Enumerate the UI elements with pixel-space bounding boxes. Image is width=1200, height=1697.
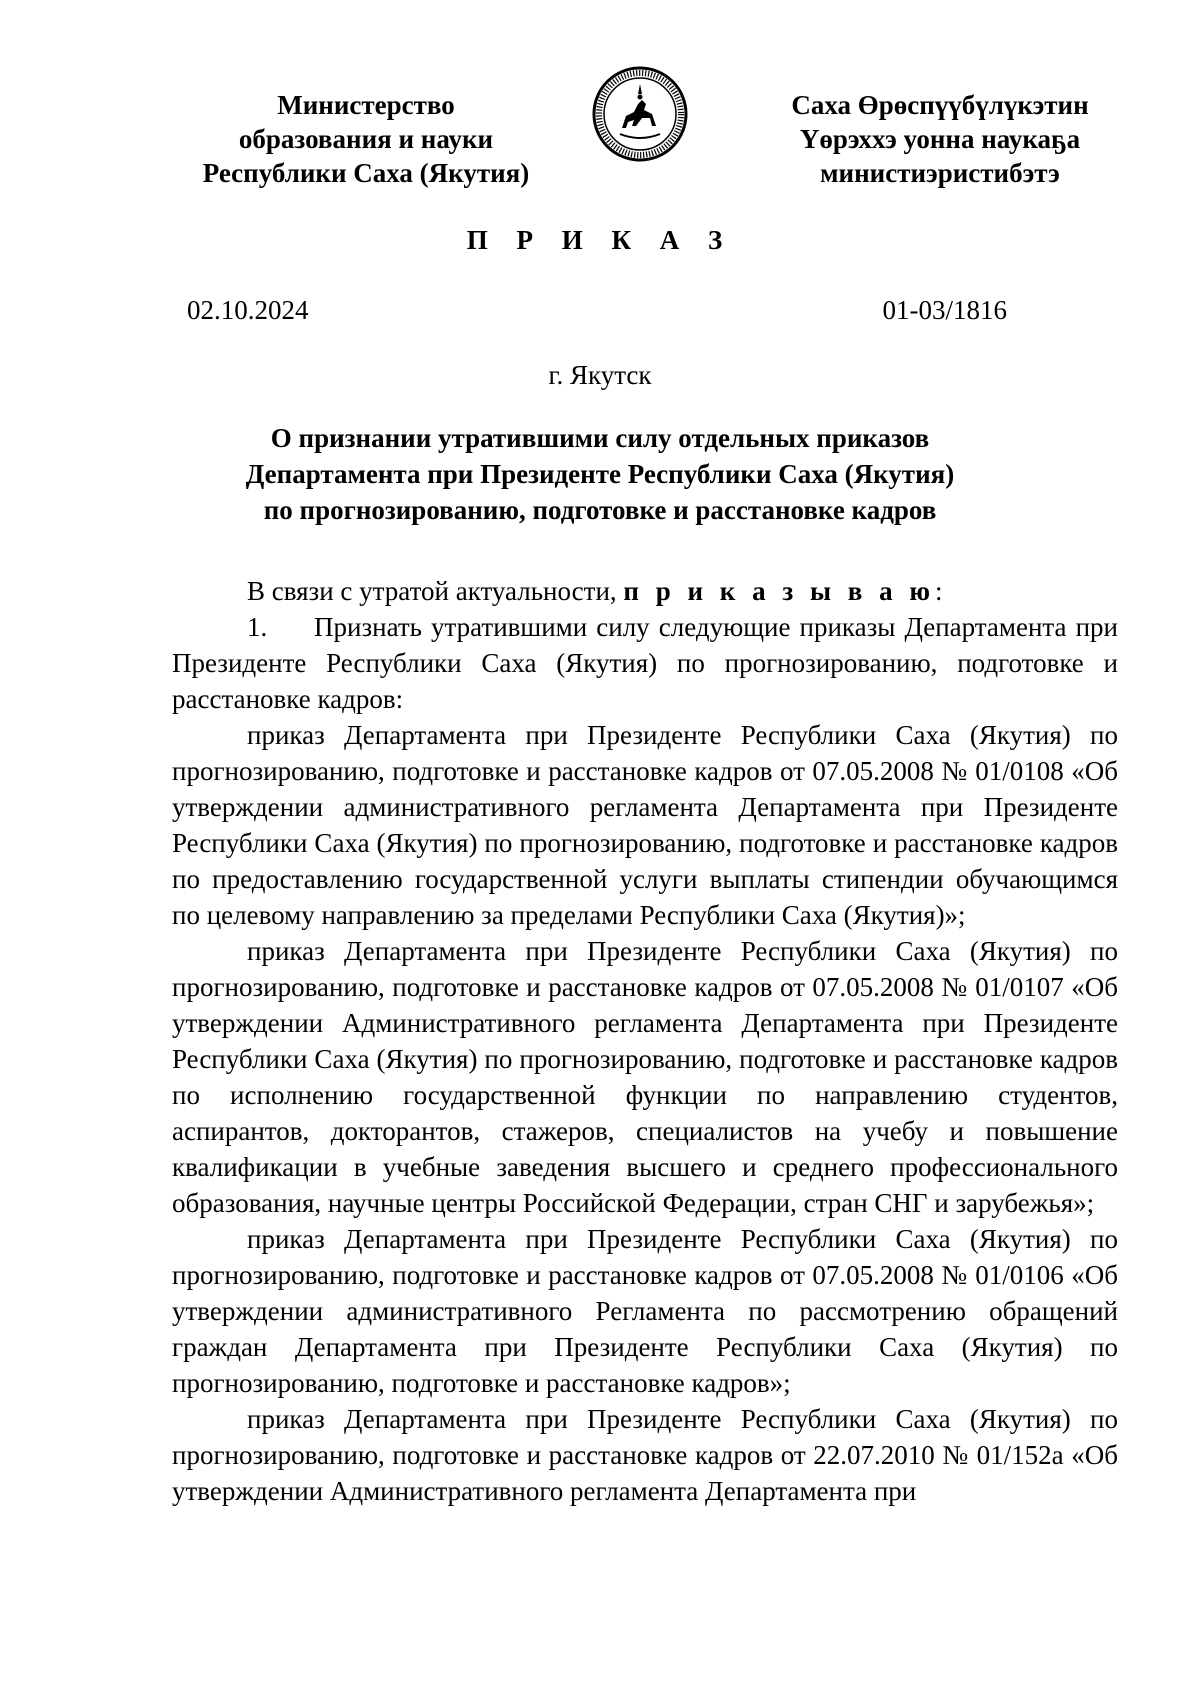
item-number: 1. [247,612,268,642]
ministry-name-line: Республики Саха (Якутия) [202,158,530,188]
intro-paragraph [172,573,1118,609]
order-paragraph: приказ Департамента при Президенте Республики Саха (Якутия) по прогнозированию, подготовке и расстановке кадров от 07.05.2008 № 01/0106 «Об утверждении административного Регламента по рассмотрению обращений граждан Департамента при Президенте Республики Саха (Якутия) по прогнозированию, подготовке и расстановке кадров»; [172,1224,1118,1398]
order-paragraph: приказ Департамента при Президенте Республики Саха (Якутия) по прогнозированию, подготовке и расстановке кадров от 07.05.2008 № 01/0108 «Об утверждении административного регламента Департамента при Президенте Республики Саха (Якутия) по прогнозированию, подготовке и расстановке кадров по предоставлению государственной услуги выплаты стипендии обучающимся по целевому направлению за пределами Республики Саха (Якутия)»; [172,720,1118,930]
sakha-republic-emblem-icon [590,64,690,164]
intro-colon: : [935,576,943,606]
ministry-name-line: министиэристибэтэ [820,158,1060,188]
item-1-paragraph [172,609,1118,717]
title-line: О признании утратившими силу отдельных приказов [270,423,930,453]
order-paragraph: приказ Департамента при Президенте Республики Саха (Якутия) по прогнозированию, подготовке и расстановке кадров от 07.05.2008 № 01/0107 «Об утверждении Административного регламента Департамента при Президенте Республики Саха (Якутия) по прогнозированию, подготовке и расстановке кадров по исполнению государственной функции по направлению студентов, аспирантов, докторантов, стажеров, специалистов на учебу и повышение квалификации в учебные заведения высшего и среднего профессионального образования, научные центры Российской Федерации, стран СНГ и зарубежья»; [172,936,1118,1218]
ministry-name-yakut [740,88,1140,190]
ministry-name-line: Үөрэххэ уонна наукаҕа [799,124,1081,154]
order-keyword: п р и к а з ы в а ю [623,576,935,606]
ministry-name-line: Саха Өрөспүүбүлүкэтин [791,90,1089,120]
title-line: по прогнозированию, подготовке и расстановке кадров [263,495,937,525]
document-date: 02.10.2024 [187,295,309,325]
document-type-heading: П Р И К А З [466,225,734,255]
document-body [172,573,1118,1509]
order-paragraph: приказ Департамента при Президенте Республики Саха (Якутия) по прогнозированию, подготовке и расстановке кадров от 22.07.2010 № 01/152а «Об утверждении Административного регламента Департамента при [172,1404,1118,1506]
intro-text: В связи с утратой актуальности, [247,576,624,606]
item-text: Признать утратившими силу следующие приказы Департамента при Президенте Республики Саха (Якутия) по прогнозированию, подготовке и расстановке кадров: [172,612,1118,714]
ministry-name-line: образования и науки [238,124,494,154]
document-city: г. Якутск [548,360,652,390]
document-title [160,420,1040,528]
ministry-name-russian [166,88,566,190]
document-number: 01-03/1816 [882,295,1007,325]
title-line: Департамента при Президенте Республики Саха (Якутия) [245,459,955,489]
ministry-name-line: Министерство [277,90,455,120]
